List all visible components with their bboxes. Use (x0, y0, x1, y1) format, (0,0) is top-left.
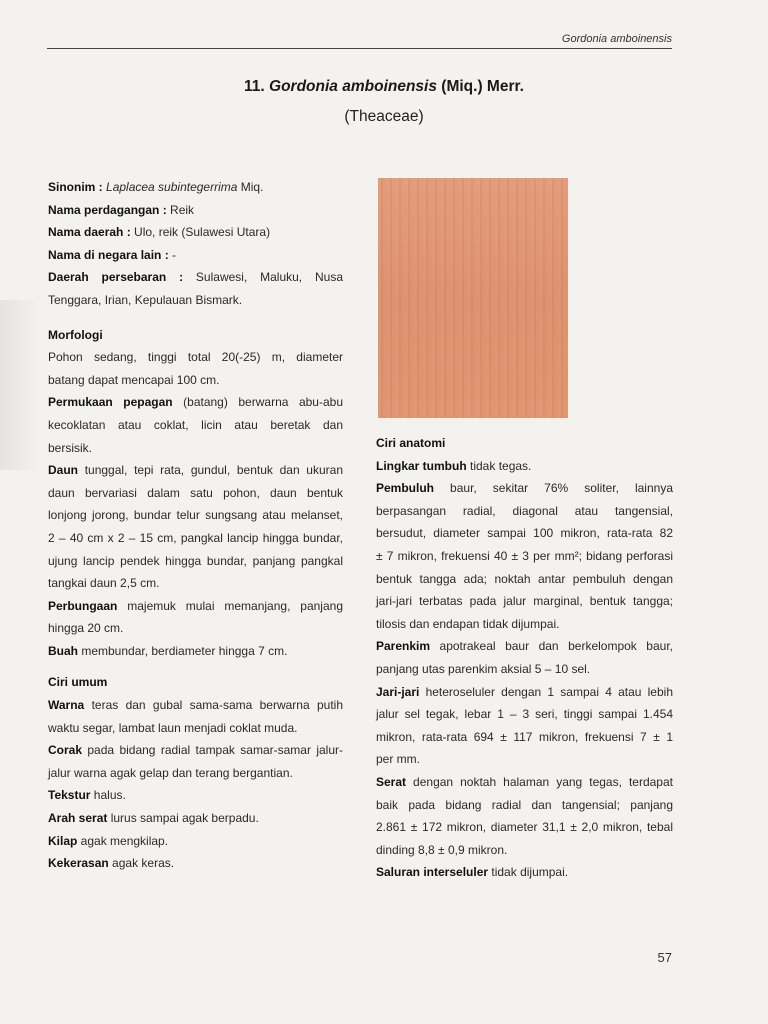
text-line (376, 861, 673, 884)
text-line: 2.861 ± 172 mikron, diameter 31,1 ± 2,0 mikron, tebal (376, 820, 673, 835)
text-line (48, 739, 343, 762)
text-line: panjang utas parenkim aksial 5 – 10 sel. (376, 661, 591, 676)
text-line: mikron, rata-rata 694 ± 117 mikron, frekuensi 7 ± 1 (376, 729, 673, 744)
label: Saluran interseluler (376, 865, 489, 880)
text-line: bersisik. (48, 440, 93, 455)
text-line (48, 694, 343, 717)
value: tidak dijumpai. (488, 865, 569, 880)
text-line (48, 595, 343, 618)
label: Warna (48, 698, 85, 713)
value: pada bidang radial tampak samar-samar jalur- (82, 743, 343, 758)
text-line: batang dapat mencapai 100 cm. (48, 372, 220, 387)
ciri-umum-heading: Ciri umum (48, 675, 108, 690)
text-line: kecoklatan atau coklat, licin atau beretak dan (48, 417, 343, 432)
text-line: lonjong jorong, bundar telur sungsang atau melanset, (48, 508, 343, 523)
text-line: tangkai daun 2,5 cm. (48, 576, 160, 591)
label: Jari-jari (376, 684, 420, 699)
label: Perbungaan (48, 598, 118, 613)
local-name-line (48, 221, 343, 244)
text-line: waktu segar, lambat laun menjadi coklat muda. (48, 720, 298, 735)
text-line: ± 7 mikron, frekuensi 40 ± 3 per mm²; bidang perforasi (376, 548, 673, 563)
text-line (376, 455, 673, 478)
value: membundar, berdiameter hingga 7 cm. (78, 643, 288, 658)
text-line: berpasangan radial, diagonal atau tangensial, (376, 503, 673, 518)
label: Buah (48, 643, 78, 658)
text-line (376, 771, 673, 794)
text-line: tilosis dan endapan tidak dijumpai. (376, 616, 560, 631)
label: Pembuluh (376, 481, 435, 496)
value: tidak tegas. (466, 458, 532, 473)
label: Corak (48, 743, 83, 758)
text-line: 2 – 40 cm x 2 – 15 cm, pangkal lancip hingga bundar, (48, 530, 343, 545)
page-number: 57 (657, 950, 672, 965)
text-line: jari-jari terbatas pada jalur marginal, bentuk tangga; (376, 594, 673, 609)
text-line: daun bervariasi dalam satu pohon, daun bentuk (48, 485, 343, 500)
trade-name-line (48, 199, 343, 222)
value: (batang) berwarna abu-abu (172, 395, 344, 410)
sinonim-line (48, 176, 343, 199)
text-line (376, 635, 673, 658)
morfologi-heading: Morfologi (48, 327, 103, 342)
label: Nama daerah : (48, 225, 131, 240)
text-line: bersudut, diameter sampai 100 mikron, rata-rata 82 (376, 526, 673, 541)
label: Arah serat (48, 811, 108, 826)
distribution-line-2: Tenggara, Irian, Kepulauan Bismark. (48, 292, 243, 307)
label: Sinonim : (48, 180, 103, 194)
label: Kekerasan (48, 856, 109, 871)
text-line: jalur warna agak gelap dan terang bergantian. (48, 765, 293, 780)
left-column (48, 176, 343, 875)
ciri-anatomi-heading: Ciri anatomi (376, 436, 446, 450)
value: dengan noktah halaman yang tegas, terdapat (406, 774, 673, 789)
value: Ulo, reik (Sulawesi Utara) (130, 225, 271, 240)
text-line: baik pada bidang radial dan tangensial; panjang (376, 797, 673, 812)
label: Permukaan pepagan (48, 395, 173, 410)
value: baur, sekitar 76% soliter, lainnya (434, 481, 673, 496)
species-author: (Miq.) Merr. (441, 78, 524, 95)
value: Reik (166, 202, 195, 217)
value: halus. (90, 788, 126, 803)
text-line (48, 640, 343, 663)
value: Sulawesi, Maluku, Nusa (183, 270, 343, 285)
text-line: jalur sel tegak, lebar 1 – 3 seri, tinggi sampai 1.454 (376, 707, 673, 722)
text-line (48, 459, 343, 482)
text-line (48, 807, 343, 830)
text-line (48, 852, 343, 875)
label: Nama perdagangan : (48, 202, 167, 217)
value: agak mengkilap. (77, 833, 169, 848)
value: lurus sampai agak berpadu. (107, 811, 259, 826)
species-number: 11. (244, 78, 265, 95)
value: tunggal, tepi rata, gundul, bentuk dan ukuran (78, 463, 343, 478)
value: Laplacea subintegerrima (106, 180, 238, 194)
text-line: Pohon sedang, tinggi total 20(-25) m, diameter (48, 350, 343, 365)
text-line (48, 784, 343, 807)
text-line: dinding 8,8 ± 0,9 mikron. (376, 842, 508, 857)
right-column (376, 432, 673, 884)
wood-sample-image (378, 178, 568, 418)
label: Daerah persebaran : (48, 270, 184, 285)
value: apotrakeal baur dan berkelompok baur, (430, 639, 673, 654)
text-line: hingga 20 cm. (48, 621, 124, 636)
value: majemuk mulai memanjang, panjang (117, 598, 343, 613)
value: agak keras. (108, 856, 175, 871)
value: heteroseluler dengan 1 sampai 4 atau lebih (419, 684, 673, 699)
header-rule (47, 48, 672, 49)
value: - (168, 247, 177, 262)
text-line (376, 477, 673, 500)
text-line (376, 681, 673, 704)
label: Lingkar tumbuh (376, 458, 467, 473)
label: Nama di negara lain : (48, 247, 169, 262)
running-head: Gordonia amboinensis (561, 33, 672, 45)
scan-shadow (0, 300, 40, 470)
value: Miq. (237, 180, 264, 194)
text-line (48, 830, 343, 853)
label: Serat (376, 774, 407, 789)
text-line: ujung lancip pendek hingga bundar, panjang pangkal (48, 553, 343, 568)
label: Kilap (48, 833, 78, 848)
family-name: (Theaceae) (344, 108, 424, 125)
species-name: Gordonia amboinensis (269, 78, 437, 95)
text-line: bentuk tangga ada; noktah antar pembuluh dengan (376, 571, 673, 586)
label: Tekstur (48, 788, 91, 803)
foreign-name-line (48, 244, 343, 267)
label: Daun (48, 463, 78, 478)
distribution-line (48, 266, 343, 289)
text-line: per mm. (376, 752, 421, 767)
value: teras dan gubal sama-sama berwarna putih (84, 698, 343, 713)
label: Parenkim (376, 639, 431, 654)
species-title (0, 78, 768, 96)
text-line (48, 391, 343, 414)
